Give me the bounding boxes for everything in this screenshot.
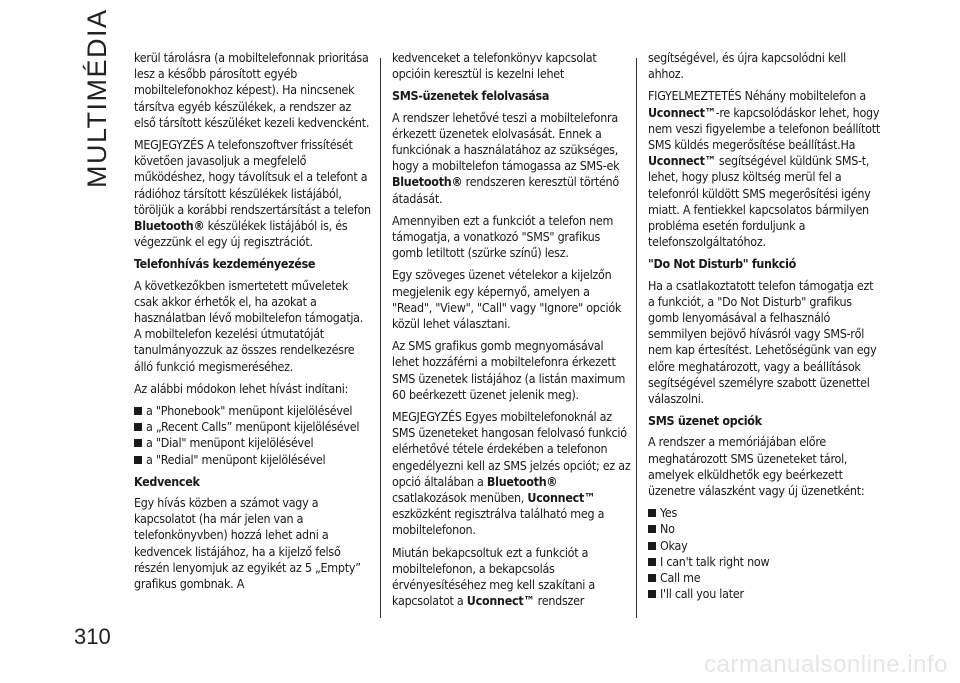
section-heading: Telefonhívás kezdeményezése <box>134 256 316 272</box>
section-title: MULTIMÉDIA <box>82 8 112 188</box>
list-item: No <box>648 521 882 537</box>
bullet-icon <box>648 509 656 517</box>
section-heading: SMS üzenet opciók <box>648 413 762 429</box>
bullet-icon <box>648 590 656 598</box>
section-heading: Kedvencek <box>134 473 200 489</box>
paragraph: FIGYELMEZTETÉS Néhány mobiltelefon a Uconnect™-re kapcsolódáskor lehet, hogy nem veszi figyelembe a telefonon beállított SMS küldés megerősítése beállítást.Ha Uconnect™ segítségével küldünk SMS-t, lehet, hogy plusz költség merül fel a telefonról küldött SMS megerősítési igény miatt. A fentiekkel kapcsolatos bármilyen probléma esetén forduljunk a telefonszolgáltatóhoz. <box>648 88 880 250</box>
paragraph: A rendszer a memóriájában előre meghatározott SMS üzeneteket tárol, amelyek elküldhetők egy beérkezett üzenetre válaszként vagy új üzenetként: <box>648 434 865 499</box>
paragraph: kedvenceket a telefonkönyv kapcsolat opcióin keresztül is kezelni lehet <box>392 50 597 82</box>
bullet-icon <box>648 558 656 566</box>
bullet-icon <box>648 542 656 550</box>
call-methods-list <box>134 403 372 468</box>
list-item: Yes <box>648 505 882 521</box>
list-item: a „Recent Calls” menüpont kijelölésével <box>134 419 372 435</box>
bullet-icon <box>648 525 656 533</box>
list-item: I can't talk right now <box>648 554 882 570</box>
list-item: Okay <box>648 538 882 554</box>
sms-options-list <box>648 505 882 602</box>
bullet-icon <box>134 439 142 447</box>
paragraph: MEGJEGYZÉS Egyes mobiltelefonoknál az SMS üzeneteket hangosan felolvasó funkció elérhetővé tétele érdekében a telefonon engedélyezni kell az SMS jelzés opciót; ez az opció általában a Bluetooth® csatlakozások menüben, Uconnect™ eszközként regisztrálva található meg a mobiltelefonon. <box>392 409 631 538</box>
paragraph: Egy hívás közben a számot vagy a kapcsolatot (ha már jelen van a telefonkönyvben) hozzá lehet adni a kedvencek listájához, ha a kijelző felső részén lenyomjuk az egyikét az 5 „Empty” grafikus gombnak. A <box>134 495 361 592</box>
paragraph: Miután bekapcsoltuk ezt a funkciót a mobiltelefonon, a bekapcsolás érvényesítéséhez meg kell szakítani a kapcsolatot a Uconnect™ rendszer <box>392 544 596 609</box>
section-heading: "Do Not Disturb" funkció <box>648 256 796 272</box>
page-number: 310 <box>74 624 111 649</box>
watermark: carmanualsonline.info <box>704 651 948 678</box>
column-divider <box>636 58 637 618</box>
paragraph: Ha a csatlakoztatott telefon támogatja ezt a funkciót, a "Do Not Disturb" grafikus gomb lenyomásával a felhasználó semmilyen bejövő hívásról vagy SMS-ről nem kap értesítést. Lehetőségünk van egy előre meghatározott, vagy a beállítások segítségével személyre szabott üzenettel válaszolni. <box>648 277 877 407</box>
paragraph: Egy szöveges üzenet vételekor a kijelzőn megjelenik egy képernyő, amelyen a "Read", "View", "Call" vagy "Ignore" opciók közül lehet választani. <box>392 267 622 332</box>
text-column-2 <box>392 50 632 616</box>
bullet-icon <box>648 574 656 582</box>
paragraph: A rendszer lehetővé teszi a mobiltelefonra érkezett üzenetek elolvasását. Ennek a funkciónak a használatához az szükséges, hogy a mobiltelefon támogassa az SMS-ek Bluetooth® rendszeren keresztül történő átadását. <box>392 109 620 206</box>
paragraph: MEGJEGYZÉS A telefonszoftver frissítését követően javasoljuk a megfelelő működéshez, hogy távolítsuk el a telefont a rádióhoz társított készülékek listájából, töröljük a korábbi rendszertársítást a telefon Bluetooth® készülékek listájából is, és végezzünk el egy új regisztrációt. <box>134 137 371 250</box>
list-item: a "Redial" menüpont kijelölésével <box>134 452 372 468</box>
list-item: Call me <box>648 570 882 586</box>
list-item: I'll call you later <box>648 586 882 602</box>
paragraph: segítségével, és újra kapcsolódni kell ahhoz. <box>648 50 846 82</box>
bullet-icon <box>134 423 142 431</box>
list-item: a "Phonebook" menüpont kijelölésével <box>134 403 372 419</box>
list-item: a "Dial" menüpont kijelölésével <box>134 435 372 451</box>
paragraph: Az alábbi módokon lehet hívást indítani: <box>134 380 349 396</box>
paragraph: A következőkben ismertetett műveletek csak akkor érhetők el, ha azokat a használatban lévő mobiltelefon támogatja. A mobiltelefon kezelési útmutatóját tanulmányozzuk az összes rendelkezésre álló funkció megismeréséhez. <box>134 277 364 374</box>
column-divider <box>380 58 381 618</box>
section-heading: SMS-üzenetek felolvasása <box>392 88 550 104</box>
bullet-icon <box>134 456 142 464</box>
bullet-icon <box>134 407 142 415</box>
text-column-1 <box>134 50 372 598</box>
paragraph: kerül tárolásra (a mobiltelefonnak prioritása lesz a később párosított egyéb mobiltelefonokhoz képest). Ha nincsenek társítva egyéb készülékek, a rendszer az első társított készüléket kezeli kedvencként. <box>134 50 370 130</box>
text-column-3 <box>648 50 882 609</box>
paragraph: Amennyiben ezt a funkciót a telefon nem támogatja, a vonatkozó "SMS" grafikus gomb letiltott (szürke színű) lesz. <box>392 212 614 261</box>
paragraph: Az SMS grafikus gomb megnyomásával lehet hozzáférni a mobiltelefonra érkezett SMS üzenetek listájához (a listán maximum 60 beérkezett üzenet jelenik meg). <box>392 338 626 402</box>
